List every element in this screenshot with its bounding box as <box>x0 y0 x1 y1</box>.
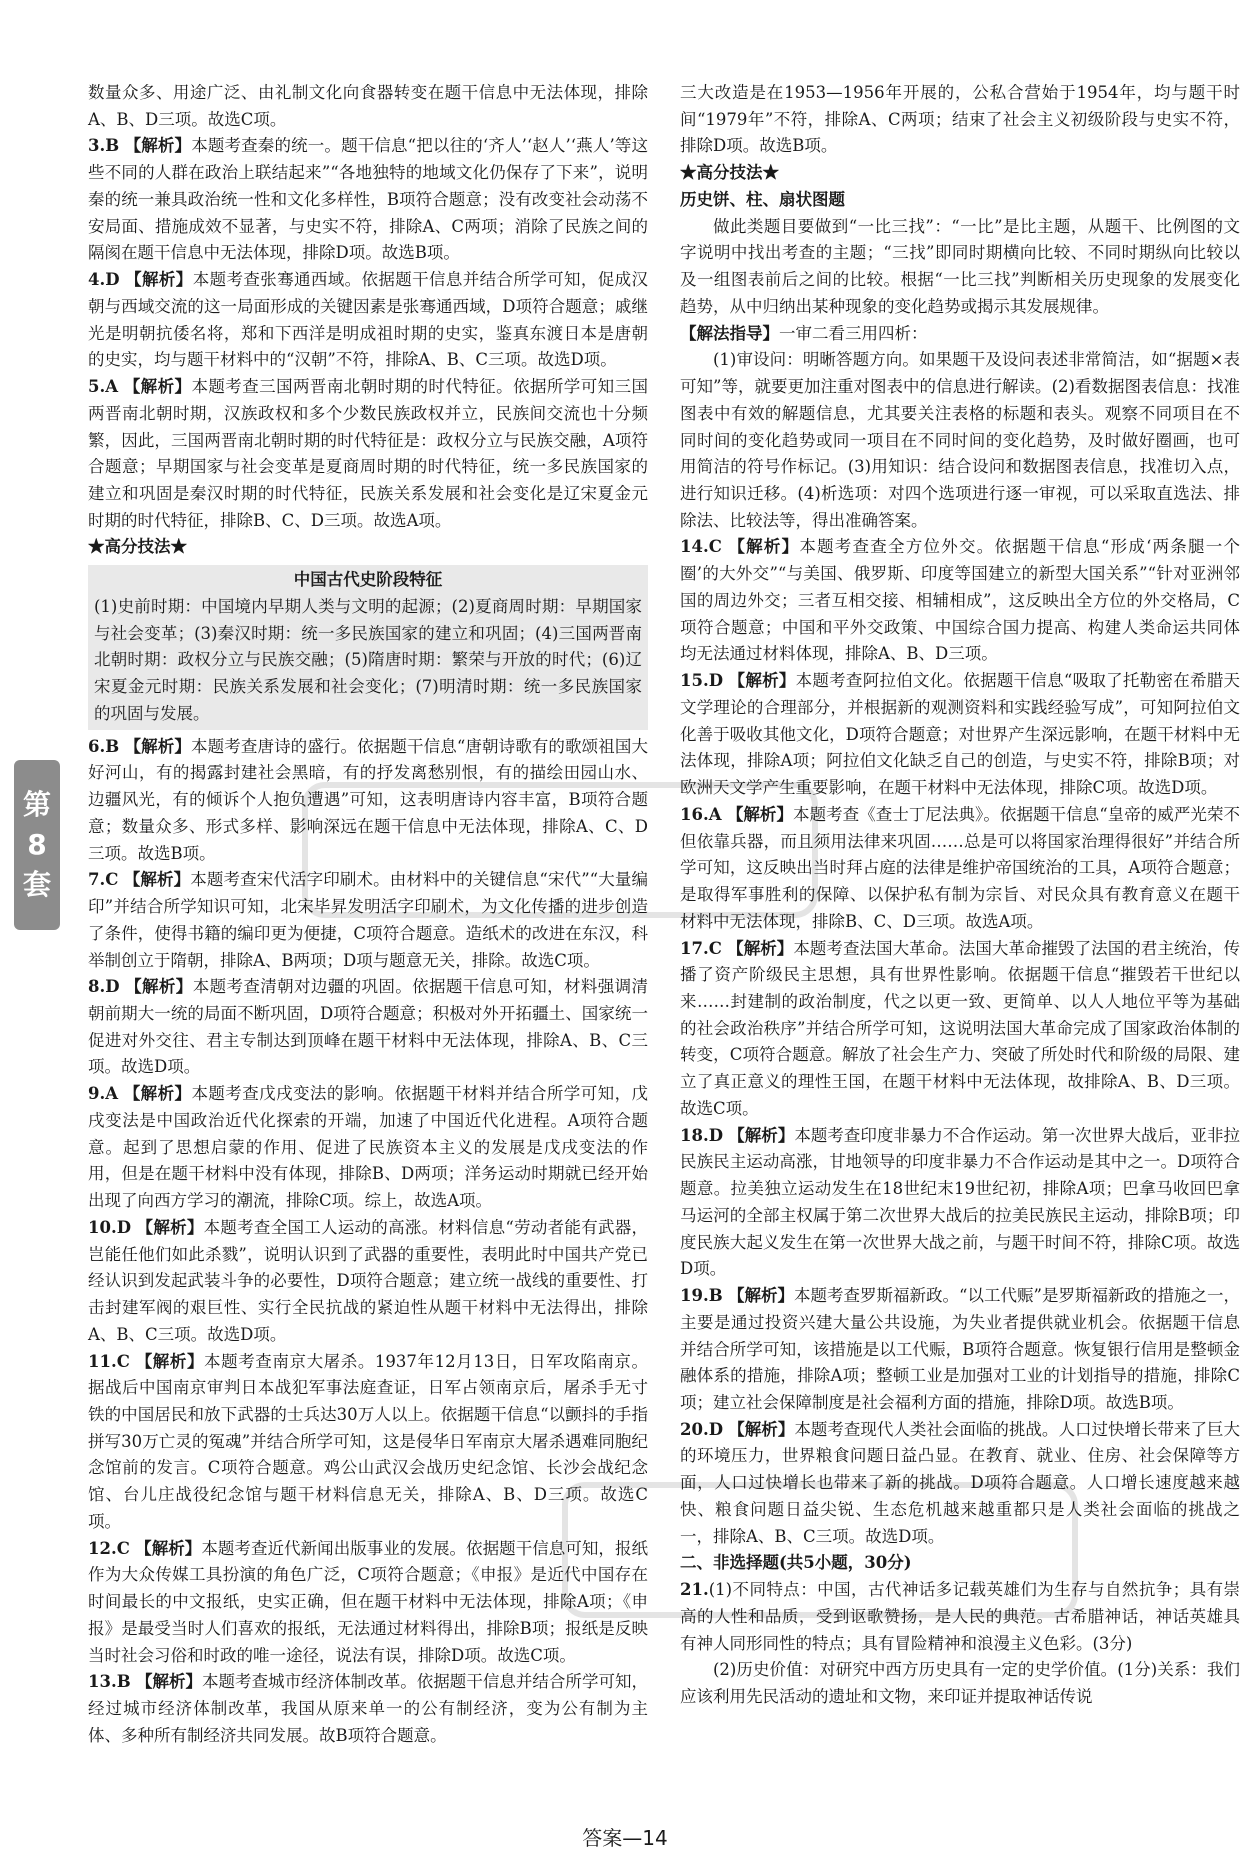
answer-choice: A <box>708 804 722 824</box>
analysis-text: 本题考查现代人类社会面临的挑战。人口过快增长带来了巨大的环境压力，世界粮食问题日益凸显。在教育、就业、住房、社会保障等方面，人口过快增长也带来了新的挑战。D项符合题意。人口增长速度越来越快、粮食问题日益尖锐、生态危机越来越重都只是人类社会面临的挑战之一，排除A、B、C三项。故选D项。 <box>680 1419 1241 1546</box>
section-heading: 二、非选择题(共5小题，30分) <box>680 1553 912 1573</box>
analysis-text: 本题考查戊戌变法的影响。依据题干材料并结合所学可知，戊戌变法是中国政治近代化探索的开端，加速了中国近代化进程。A项符合题意。起到了思想启蒙的作用、促进了民族资本主义的发展是戊戌变法的作用，但是在题干材料中没有体现，排除B、D两项；洋务运动时期就已经开始出现了向西方学习的潮流，排除C项。综上，故选A项。 <box>88 1084 649 1211</box>
tips-box <box>88 565 648 729</box>
answer-choice: A <box>105 1084 119 1104</box>
answer-item <box>680 668 1240 802</box>
answer-choice: D <box>105 270 120 290</box>
tips-heading: ★高分技法★ <box>680 163 779 183</box>
analysis-tag: 【解析】 <box>728 1125 795 1145</box>
analysis-text: 本题考查罗斯福新政。“以工代赈”是罗斯福新政的措施之一，主要是通过投资兴建大量公共设施，为失业者提供就业机会。依据题干信息并结合所学可知，该措施是以工代赈，B项符合题意。恢复银行信用是整顿金融体系的措施，排除A项；整顿工业是加强对工业的计划指导的措施，排除C项；建立社会保障制度是社会福利方面的措施，排除D项。故选B项。 <box>680 1286 1241 1412</box>
question-number: 20. <box>680 1419 709 1439</box>
analysis-tag: 【解析】 <box>728 1419 795 1439</box>
analysis-text: 本题考查张骞通西域。依据题干信息并结合所学可知，促成汉朝与西域交流的这一局面形成的关键因素是张骞通西域，D项符合题意；戚继光是明朝抗倭名将，郑和下西洋是明成祖时期的史实，鉴真东渡日本是唐朝的史实，均与题干材料中的“汉朝”不符，排除A、B、C三项。故选D项。 <box>88 270 649 370</box>
answer-choice: D <box>708 671 724 691</box>
question-number: 16. <box>680 804 709 824</box>
answer-item <box>680 1577 1240 1657</box>
answer-choice: B <box>105 736 120 756</box>
answer-item <box>88 974 648 1081</box>
question-number: 6. <box>88 736 106 756</box>
answer-choice: C <box>116 1351 130 1371</box>
answer-item <box>88 267 648 374</box>
set-number-tab <box>14 760 60 930</box>
analysis-tag: 【解析】 <box>125 270 193 290</box>
side-tab-char-1: 第 <box>22 788 51 821</box>
question-number: 5. <box>88 377 106 397</box>
side-tab-char-2: 8 <box>27 828 47 861</box>
analysis-tag: 【解析】 <box>123 377 192 397</box>
analysis-text: 本题考查唐诗的盛行。依据题干信息“唐朝诗歌有的歌颂祖国大好河山，有的揭露封建社会黑暗，有的抒发离愁别恨，有的描绘田园山水、边疆风光，有的倾诉个人抱负遭遇”可知，这表明唐诗内容丰富，B项符合题意；数量众多、形式多样、影响深远在题干信息中无法体现，排除A、C、D三项。故选B项。 <box>88 736 648 863</box>
analysis-tag: 【解析】 <box>124 136 192 156</box>
answer-choice: D <box>116 1217 132 1237</box>
answer-item <box>88 133 648 267</box>
analysis-tag: 【解析】 <box>727 1286 794 1306</box>
analysis-text: 本题考查秦的统一。题干信息“把以往的‘齐人’‘赵人’‘燕人’等这些不同的人群在政治上联结起来”“各地独特的地域文化仍保存了下来”，说明秦的统一兼具政治统一性和文化多样性，B项符合题意；没有改变社会动荡不安局面、措施成效不显著，与史实不符，排除A、C两项；消除了民族之间的隔阂在题干信息中无法体现，排除D项。故选B项。 <box>88 136 649 263</box>
question-number: 10. <box>88 1217 117 1237</box>
answer-choice: B <box>708 1286 723 1306</box>
analysis-text: 本题考查三国两晋南北朝时期的时代特征。依据所学可知三国两晋南北朝时期，汉族政权和多个少数民族政权并立，民族间交流也十分频繁，因此，三国两晋南北朝时期的时代特征是：政权分立与民族交融，A项符合题意；早期国家与社会变革是夏商周时期的时代特征，统一多民族国家的建立和巩固是秦汉时期的时代特征，民族关系发展和社会变化是辽宋夏金元时期的时代特征，排除B、C、D三项。故选A项。 <box>88 377 649 530</box>
analysis-tag: 【解析】 <box>726 804 794 824</box>
question-number: 9. <box>88 1084 106 1104</box>
question-number: 8. <box>88 977 106 997</box>
question-number: 14. <box>680 537 709 557</box>
answer-item <box>88 374 648 534</box>
analysis-text: 本题考查清朝对边疆的巩固。依据题干信息可知，材料强调清朝前期大一统的局面不断巩固，D项符合题意；积极对外开拓疆土、国家统一促进对外交往、君主专制达到顶峰在题干材料中无法体现，排除A、B、C三项。故选D项。 <box>88 977 649 1077</box>
analysis-tag: 【解析】 <box>135 1538 202 1558</box>
answer-item <box>680 534 1240 668</box>
question-number: 4. <box>88 270 106 290</box>
answer-item <box>680 1283 1240 1417</box>
analysis-text: 本题考查全国工人运动的高涨。材料信息“劳动者能有武器，岂能任他们如此杀戮”，说明认识到了武器的重要性，表明此时中国共产党已经认识到发起武装斗争的必要性，D项符合题意；建立统一战线的重要性、打击封建军阀的艰巨性、实行全民抗战的紧迫性从题干材料中无法得出，排除A、B、C三项。故选D项。 <box>88 1217 649 1344</box>
answer-item <box>680 802 1240 936</box>
answer-item <box>680 1123 1240 1283</box>
analysis-tag: 【解析】 <box>136 1217 204 1237</box>
answer-continuation: 数量众多、用途广泛、由礼制文化向食器转变在题干信息中无法体现，排除A、B、D三项。故选C项。 <box>88 83 648 129</box>
answer-continuation: 三大改造是在1953—1956年开展的，公私合营始于1954年，均与题干时间“1979年”不符，排除A、C两项；结束了社会主义初级阶段与史实不符，排除D项。故选B项。 <box>680 83 1240 156</box>
answer-item <box>88 734 648 868</box>
analysis-tag: 【解析】 <box>135 1672 203 1692</box>
method-tag: 【解法指导】 <box>680 323 779 343</box>
analysis-text: 本题考查宋代活字印刷术。由材料中的关键信息“宋代”“大量编印”并结合所学知识可知，北宋毕昇发明活字印刷术，为文化传播的进步创造了条件，使得书籍的编印更为便捷，C项符合题意。造纸术的改进在东汉，科举制创立于隋朝，排除A、B两项；D项与题意无关，排除。故选C项。 <box>88 870 648 970</box>
analysis-tag: 【解析】 <box>728 671 796 691</box>
paragraph: (1)审设问：明晰答题方向。如果题干及设问表述非常简洁，如“据题×表可知”等，就要更加注重对图表中的信息进行解读。(2)看数据图表信息：找准图表中有效的解题信息，尤其要关注表格的标题和表头。观察不同项目在不同时间的变化趋势或同一项目在不同时间的变化趋势，及时做好圈画，也可用简洁的符号作标记。(3)用知识：结合设问和数据图表信息，找准切入点，进行知识迁移。(4)析选项：对四个选项进行逐一审视，可以采取直选法、排除法、比较法等，得出准确答案。 <box>680 350 1240 530</box>
answer-item <box>88 867 648 974</box>
answer-choice: D <box>708 1419 724 1439</box>
question-number: 7. <box>88 870 106 890</box>
paragraph: (2)历史价值：对研究中西方历史具有一定的史学价值。(1分)关系：我们应该利用先民活动的遗址和文物，来印证并提取神话传说 <box>680 1660 1240 1707</box>
question-number: 18. <box>680 1125 709 1145</box>
analysis-text: 本题考查阿拉伯文化。依据题干信息“吸取了托勒密在希腊天文学理论的合理部分，并根据新的观测资料和实践经验写成”，可知阿拉伯文化善于吸收其他文化，D项符合题意；对世界产生深远影响，在题干材料中无法体现，排除A项；阿拉伯文化缺乏自己的创造，与史实不符，排除B项；对欧洲天文学产生重要影响，在题干材料中无法体现，排除C项。故选D项。 <box>680 671 1241 798</box>
answer-choice: B <box>116 1672 131 1692</box>
analysis-tag: 【解析】 <box>135 1351 205 1371</box>
answer-item <box>680 936 1240 1123</box>
analysis-text: 本题考查《查士丁尼法典》。依据题干信息“皇帝的威严光荣不但依靠兵器，而且须用法律来巩固……总是可以将国家治理得很好”并结合所学可知，这反映出当时拜占庭的法律是维护帝国统治的工具，A项符合题意；是取得军事胜利的保障、以保护私有制为宗旨、对民众具有教育意义在题干材料中无法体现，排除B、C、D三项。故选A项。 <box>680 804 1241 931</box>
question-number: 3. <box>88 136 106 156</box>
answer-choice: D <box>105 977 120 997</box>
answer-choice: C <box>708 938 722 958</box>
analysis-text: 本题考查查全方位外交。依据题干信息“形成‘两条腿一个圈’的大外交”“与美国、俄罗斯、印度等国建立的新型大国关系”“针对亚洲邻国的周边外交；三者互相交接、相辅相成”，这反映出全方位的外交格局，C项符合题意；中国和平外交政策、中国综合国力提高、构建人类命运共同体均无法通过材料体现，排除A、B、D三项。 <box>680 537 1241 664</box>
answer-choice: C <box>708 537 722 557</box>
answer-item <box>88 1536 648 1670</box>
analysis-tag: 【解析】 <box>728 537 800 557</box>
analysis-text: 本题考查南京大屠杀。1937年12月13日，日军攻陷南京。据战后中国南京审判日本战犯军事法庭查证，日军占领南京后，屠杀手无寸铁的中国居民和放下武器的士兵达30万人以上。依据题干信息“以颤抖的手指拼写30万亡灵的冤魂”并结合所学可知，这是侵华日军南京大屠杀遇难同胞纪念馆前的发言。C项符合题意。鸡公山武汉会战历史纪念馆、长沙会战纪念馆、台儿庄战役纪念馆与题干材料信息无关，排除A、B、D三项。故选C项。 <box>88 1351 649 1531</box>
paragraph <box>680 321 1240 348</box>
tips-heading: ★高分技法★ <box>88 537 187 557</box>
answer-item <box>88 1349 648 1536</box>
answer-choice: C <box>105 870 119 890</box>
question-number: 21. <box>680 1580 709 1600</box>
right-column <box>680 80 1240 1711</box>
analysis-tag: 【解析】 <box>125 977 193 997</box>
analysis-text: 本题考查近代新闻出版事业的发展。依据题干信息可知，报纸作为大众传媒工具扮演的角色广泛，C项符合题意；《申报》是近代中国存在时间最长的中文报纸，史实正确，但在题干材料中无法体现，排除A项；《申报》是最受当时人们喜欢的报纸，无法通过材料得出，排除B项；报纸是反映当时社会习俗和时政的唯一途径，说法有误，排除D项。故选C项。 <box>88 1538 649 1665</box>
answer-item <box>88 1215 648 1349</box>
side-tab-char-3: 套 <box>22 868 51 901</box>
analysis-text: 本题考查印度非暴力不合作运动。第一次世界大战后，亚非拉民族民主运动高涨，甘地领导的印度非暴力不合作运动是其中之一。D项符合题意。拉美独立运动发生在18世纪末19世纪初，排除A项；巴拿马收回巴拿马运河的全部主权属于第二次世界大战后的拉美民族民主运动，排除B项；印度民族大起义发生在第一次世界大战之前，与题干时间不符，排除C项。故选D项。 <box>680 1125 1241 1279</box>
tips-box-text: (1)史前时期：中国境内早期人类与文明的起源；(2)夏商周时期：早期国家与社会变革；(3)秦汉时期：统一多民族国家的建立和巩固；(4)三国两晋南北朝时期：政权分立与民族交融；(5)隋唐时期：繁荣与开放的时代；(6)辽宋夏金元时期：民族关系发展和社会变化；(7)明清时期：统一多民族国家的巩固与发展。 <box>94 596 642 723</box>
question-number: 17. <box>680 938 709 958</box>
question-number: 12. <box>88 1538 117 1558</box>
question-number: 11. <box>88 1351 117 1371</box>
analysis-text: 本题考查城市经济体制改革。依据题干信息并结合所学可知，经过城市经济体制改革，我国从原来单一的公有制经济，变为公有制为主体、多种所有制经济共同发展。故B项符合题意。 <box>88 1672 649 1745</box>
question-number: 19. <box>680 1286 709 1306</box>
answer-item <box>680 1417 1240 1551</box>
analysis-tag: 【解析】 <box>123 870 191 890</box>
tips-box-title: 中国古代史阶段特征 <box>293 570 443 590</box>
method-text: 一审二看三用四析： <box>779 323 928 343</box>
answer-text: (1)不同特点：中国，古代神话多记载英雄们为生存与自然抗争；具有崇高的人性和品质，受到讴歌赞扬，是人民的典范。古希腊神话，神话英雄具有神人同形同性的特点；具有冒险精神和浪漫主义色彩。(3分) <box>680 1580 1240 1653</box>
answer-choice: A <box>105 377 119 397</box>
analysis-tag: 【解析】 <box>727 938 794 958</box>
answer-choice: B <box>105 136 120 156</box>
paragraph: 做此类题目要做到“一比三找”：“一比”是比主题，从题干、比例图的文字说明中找出考查的主题；“三找”即同时期横向比较、不同时期纵向比较以及一组图表前后之间的比较。根据“一比三找”判断相关历史现象的发展变化趋势，从中归纳出某种现象的变化趋势或揭示其发展规律。 <box>680 216 1240 316</box>
page-footer: 答案—14 <box>582 1826 668 1850</box>
answer-item <box>88 1669 648 1749</box>
question-number: 13. <box>88 1672 117 1692</box>
question-number: 15. <box>680 671 709 691</box>
tips-subtitle: 历史饼、柱、扇状图题 <box>680 189 845 209</box>
analysis-tag: 【解析】 <box>124 736 191 756</box>
left-column <box>88 80 648 1750</box>
analysis-tag: 【解析】 <box>123 1084 192 1104</box>
answer-choice: D <box>708 1125 724 1145</box>
answer-item <box>88 1081 648 1215</box>
analysis-text: 本题考查法国大革命。法国大革命摧毁了法国的君主统治，传播了资产阶级民主思想，具有世界性影响。依据题干信息“摧毁若干世纪以来……封建制的政治制度，代之以更一致、更简单、以人人地位平等为基础的社会政治秩序”并结合所学可知，这说明法国大革命完成了国家政治体制的转变，C项符合题意。解放了社会生产力、突破了所处时代和阶级的局限、建立了真正意义的理性王国，在题干材料中无法体现，故排除A、B、D三项。故选C项。 <box>680 938 1241 1118</box>
answer-choice: C <box>116 1538 130 1558</box>
